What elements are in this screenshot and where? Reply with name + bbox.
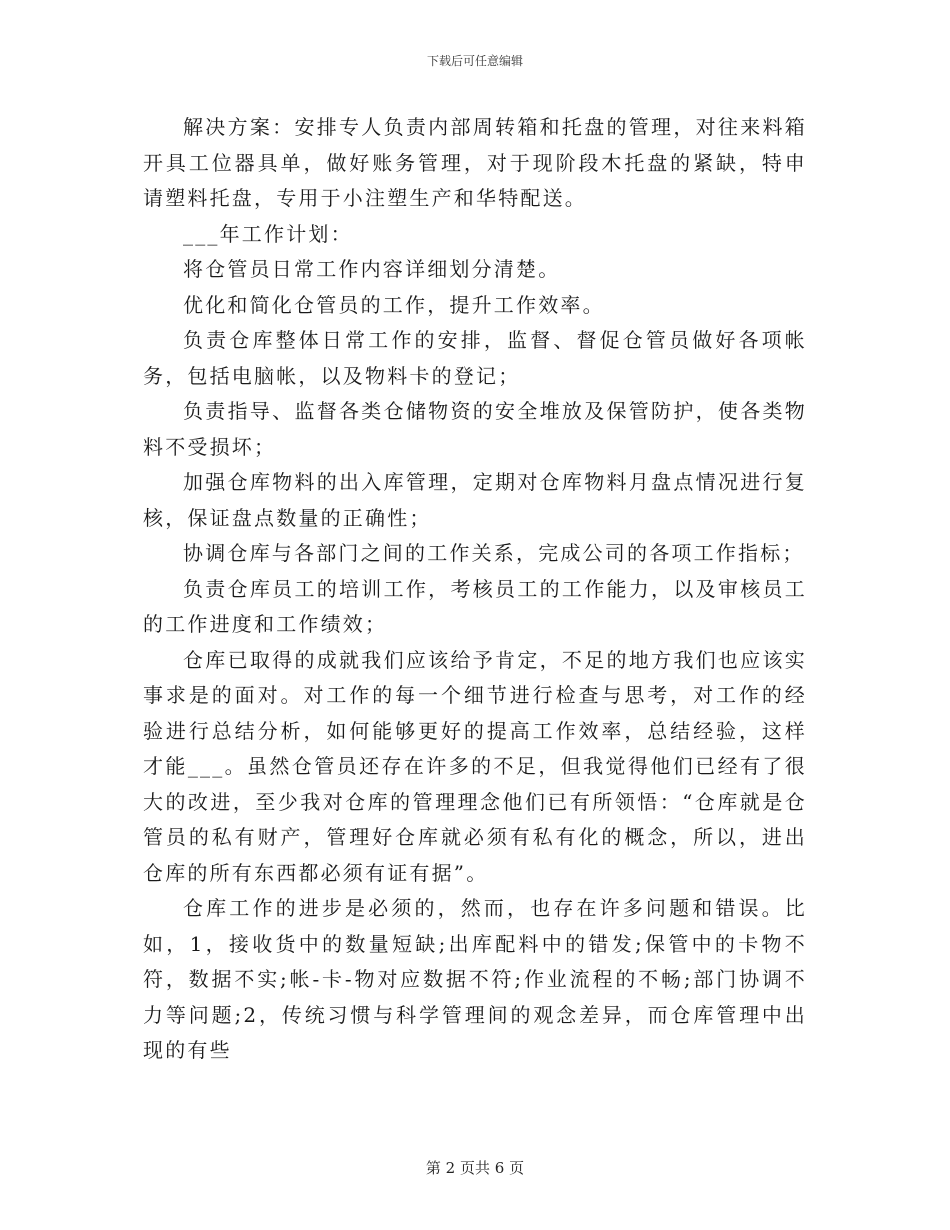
- paragraph-plan-item: 负责指导、监督各类仓储物资的安全堆放及保管防护，使各类物料不受损坏；: [143, 399, 807, 459]
- page-number: 第 2 页共 6 页: [425, 1159, 525, 1177]
- document-body: [143, 110, 807, 1069]
- paragraph-plan-item: 负责仓库整体日常工作的安排，监督、督促仓管员做好各项帐务，包括电脑帐，以及物料卡的登记；: [143, 328, 807, 388]
- paragraph-solution: 解决方案：安排专人负责内部周转箱和托盘的管理，对往来料箱开具工位器具单，做好账务管理，对于现阶段木托盘的紧缺，特申请塑料托盘，专用于小注塑生产和华特配送。: [143, 115, 807, 210]
- paragraph-plan-item: 将仓管员日常工作内容详细划分清楚。: [183, 257, 561, 281]
- paragraph-plan-title: ___年工作计划：: [183, 221, 353, 246]
- paragraph-plan-item: 优化和简化仓管员的工作，提升工作效率。: [183, 292, 605, 317]
- paragraph-problems: 仓库工作的进步是必须的，然而，也存在许多问题和错误。比如，1，接收货中的数量短缺;出库配料中的错发;保管中的卡物不符，数据不实;帐-卡-物对应数据不符;作业流程的不畅;部门协调不力等问题;2，传统习惯与科学管理间的观念差异，而仓库管理中出现的有些: [143, 896, 807, 1062]
- paragraph-plan-item: 负责仓库员工的培训工作，考核员工的工作能力，以及审核员工的工作进度和工作绩效；: [143, 576, 807, 636]
- paragraph-achievements: 仓库已取得的成就我们应该给予肯定，不足的地方我们也应该实事求是的面对。对工作的每一个细节进行检查与思考，对工作的经验进行总结分析，如何能够更好的提高工作效率，总结经验，这样才能___。虽然仓管员还存在许多的不足，但我觉得他们已经有了很大的改进，至少我对仓库的管理理念他们已有所领悟：“仓库就是仓管员的私有财产，管理好仓库就必须有私有化的概念，所以，进出仓库的所有东西都必须有证有据”。: [143, 647, 807, 885]
- page-header: 下载后可任意编辑: [426, 54, 523, 68]
- paragraph-plan-item: 协调仓库与各部门之间的工作关系，完成公司的各项工作指标；: [183, 541, 805, 565]
- paragraph-plan-item: 加强仓库物料的出入库管理，定期对仓库物料月盘点情况进行复核，保证盘点数量的正确性；: [143, 470, 807, 530]
